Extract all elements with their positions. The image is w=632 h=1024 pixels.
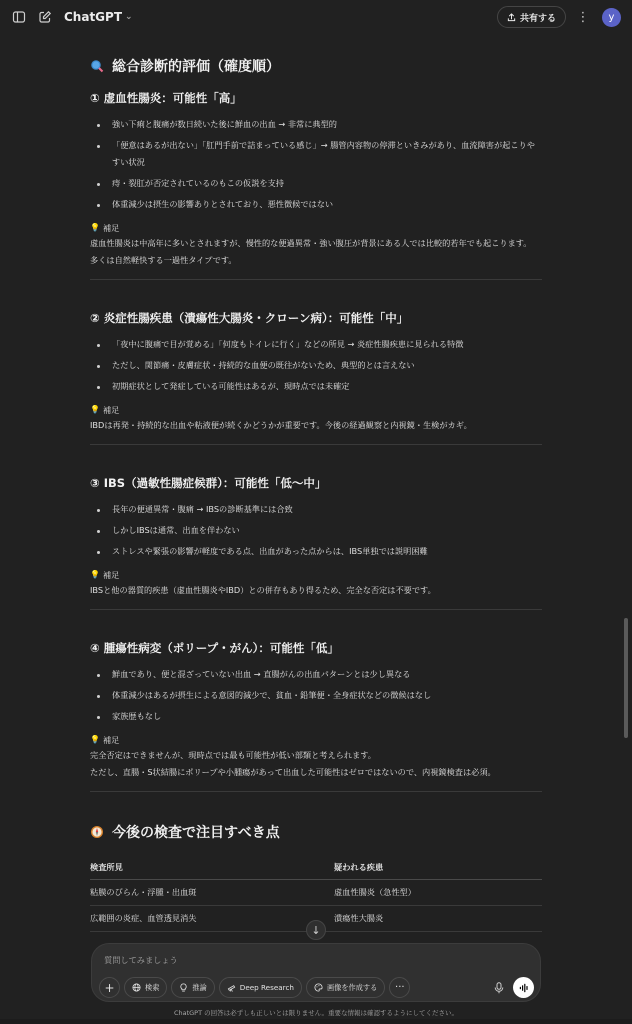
exam-section-title-text: 今後の検査で注目すべき点 xyxy=(112,825,280,841)
list-item: 初期症状として発症している可能性はあるが、現時点では未確定 xyxy=(90,378,542,395)
lightbulb-icon: 💡 xyxy=(90,735,100,744)
deep-research-button[interactable]: Deep Research xyxy=(219,977,302,998)
table-cell: 粘膜のびらん・浮腫・出血斑 xyxy=(90,887,197,897)
list-item: 家族歴もなし xyxy=(90,708,542,725)
scroll-down-icon[interactable]: ↓ xyxy=(306,920,326,940)
list-item: しかしIBSは通常、出血を伴わない xyxy=(90,522,542,539)
scrollbar-thumb[interactable] xyxy=(624,618,628,738)
sidebar-toggle-icon[interactable] xyxy=(8,6,30,28)
top-bar xyxy=(0,0,632,34)
section-neoplastic xyxy=(90,640,542,781)
note-text: 完全否定はできませんが、現時点では最も可能性が低い部類と考えられます。 xyxy=(90,750,376,760)
more-tools-icon[interactable]: ··· xyxy=(389,977,410,998)
lightbulb-icon: 💡 xyxy=(90,223,100,232)
bullet-list xyxy=(90,336,542,395)
more-options-icon[interactable]: ⋮ xyxy=(576,9,590,25)
avatar[interactable]: y xyxy=(602,8,621,27)
table-row xyxy=(90,880,542,906)
list-item: 痔・裂肛が否定されているのもこの仮説を支持 xyxy=(90,175,542,192)
table-header-row xyxy=(90,856,542,880)
palette-icon xyxy=(314,983,323,992)
lightbulb-icon xyxy=(179,983,188,992)
model-name: ChatGPT xyxy=(64,10,123,24)
lightbulb-icon: 💡 xyxy=(90,405,100,414)
column-header: 検査所見 xyxy=(90,862,123,872)
list-item: 長年の便通異常・腹痛 → IBSの診断基準には合致 xyxy=(90,501,542,518)
note-label: 💡 補足 xyxy=(90,735,120,745)
list-item: 体重減少は摂生の影響ありとされており、悪性徴候ではない xyxy=(90,196,542,213)
search-tool-button[interactable]: 検索 xyxy=(124,977,167,998)
prompt-input[interactable]: 質問してみましょう xyxy=(104,955,178,965)
list-item: ただし、関節痛・皮膚症状・持続的な血便の既往がないため、典型的とは言えない xyxy=(90,357,542,374)
table-cell: 広範囲の炎症、血管透見消失 xyxy=(90,913,197,923)
share-button[interactable] xyxy=(497,6,566,28)
section-ibs xyxy=(90,475,542,599)
section-ischemic-colitis xyxy=(90,90,542,269)
list-item: 体重減少はあるが摂生による意図的減少で、貧血・鉛筆便・全身症状などの徴候はなし xyxy=(90,687,542,704)
share-icon xyxy=(507,13,516,22)
window-bottom-edge xyxy=(0,1019,632,1024)
note-text: 虚血性腸炎は中高年に多いとされますが、慢性的な便過異常・強い腹圧が背景にある人では比較的若年でも起こります。 xyxy=(90,238,532,248)
list-item: ストレスや緊張の影響が軽度である点、出血があった点からは、IBS単独では説明困難 xyxy=(90,543,542,560)
section-title xyxy=(90,56,542,76)
note-text: IBSと他の器質的疾患（虚血性腸炎やIBD）との併存もあり得るため、完全な否定は不要です。 xyxy=(90,585,436,595)
bullet-list xyxy=(90,116,542,213)
voice-mode-icon[interactable] xyxy=(513,977,534,998)
magnifier-icon xyxy=(90,59,104,73)
share-label: 共有する xyxy=(519,13,556,24)
list-item: 鮮血であり、便と混ざっていない出血 → 直腸がんの出血パターンとは少し異なる xyxy=(90,666,542,683)
create-image-button[interactable]: 画像を作成する xyxy=(306,977,385,998)
note-label: 💡 補足 xyxy=(90,570,120,580)
section-title-text: 総合診断的評価（確度順） xyxy=(112,59,280,75)
exam-section-title xyxy=(90,822,542,842)
section-heading: ② 炎症性腸疾患（潰瘍性大腸炎・クローン病）：可能性「中」 xyxy=(90,311,409,325)
table-cell: 虚血性腸炎（急性型） xyxy=(334,887,416,897)
compass-icon xyxy=(90,825,104,839)
bullet-list xyxy=(90,501,542,560)
note-text: 多くは自然軽快する一過性タイプです。 xyxy=(90,255,237,265)
note-text: ただし、直腸・S状結腸にポリープや小腫瘍があって出血した可能性はゼロではないので、内視鏡検査は必須。 xyxy=(90,767,496,777)
note-label: 💡 補足 xyxy=(90,223,120,233)
section-heading: ③ IBS（過敏性腸症候群）：可能性「低〜中」 xyxy=(90,476,327,490)
telescope-icon xyxy=(227,983,236,992)
disclaimer-text: ChatGPT の回答は必ずしも正しいとは限りません。重要な情報は確認するようにしてください。 xyxy=(173,1009,459,1017)
model-selector[interactable] xyxy=(64,10,133,24)
column-header: 疑われる疾患 xyxy=(334,862,384,872)
table-cell: 潰瘍性大腸炎 xyxy=(334,913,384,923)
reasoning-tool-button[interactable]: 推論 xyxy=(171,977,214,998)
assistant-message xyxy=(90,56,542,932)
microphone-icon[interactable] xyxy=(489,978,509,998)
globe-icon xyxy=(132,983,141,992)
new-chat-icon[interactable] xyxy=(34,6,56,28)
composer-tools xyxy=(99,977,410,998)
lightbulb-icon: 💡 xyxy=(90,570,100,579)
section-ibd xyxy=(90,310,542,434)
message-composer[interactable] xyxy=(91,943,541,1002)
section-heading: ① 虚血性腸炎：可能性「高」 xyxy=(90,91,242,105)
bullet-list xyxy=(90,666,542,725)
add-attachment-icon[interactable]: + xyxy=(99,977,120,998)
note-label: 💡 補足 xyxy=(90,405,120,415)
list-item: 強い下痢と腹痛が数日続いた後に鮮血の出血 → 非常に典型的 xyxy=(90,116,542,133)
list-item: 「夜中に腹痛で目が覚める」「何度もトイレに行く」などの所見 → 炎症性腸疾患に見られる特徴 xyxy=(90,336,542,353)
list-item: 「便意はあるが出ない」「肛門手前で詰まっている感じ」→ 腸管内容物の停滞といきみがあり、血流障害が起こりやすい状況 xyxy=(90,137,542,171)
section-heading: ④ 腫瘍性病変（ポリープ・がん）：可能性「低」 xyxy=(90,641,339,655)
note-text: IBDは再発・持続的な出血や粘液便が続くかどうかが重要です。今後の経過観察と内視鏡・生検がカギ。 xyxy=(90,420,472,430)
chevron-down-icon: ⌄ xyxy=(125,12,133,22)
